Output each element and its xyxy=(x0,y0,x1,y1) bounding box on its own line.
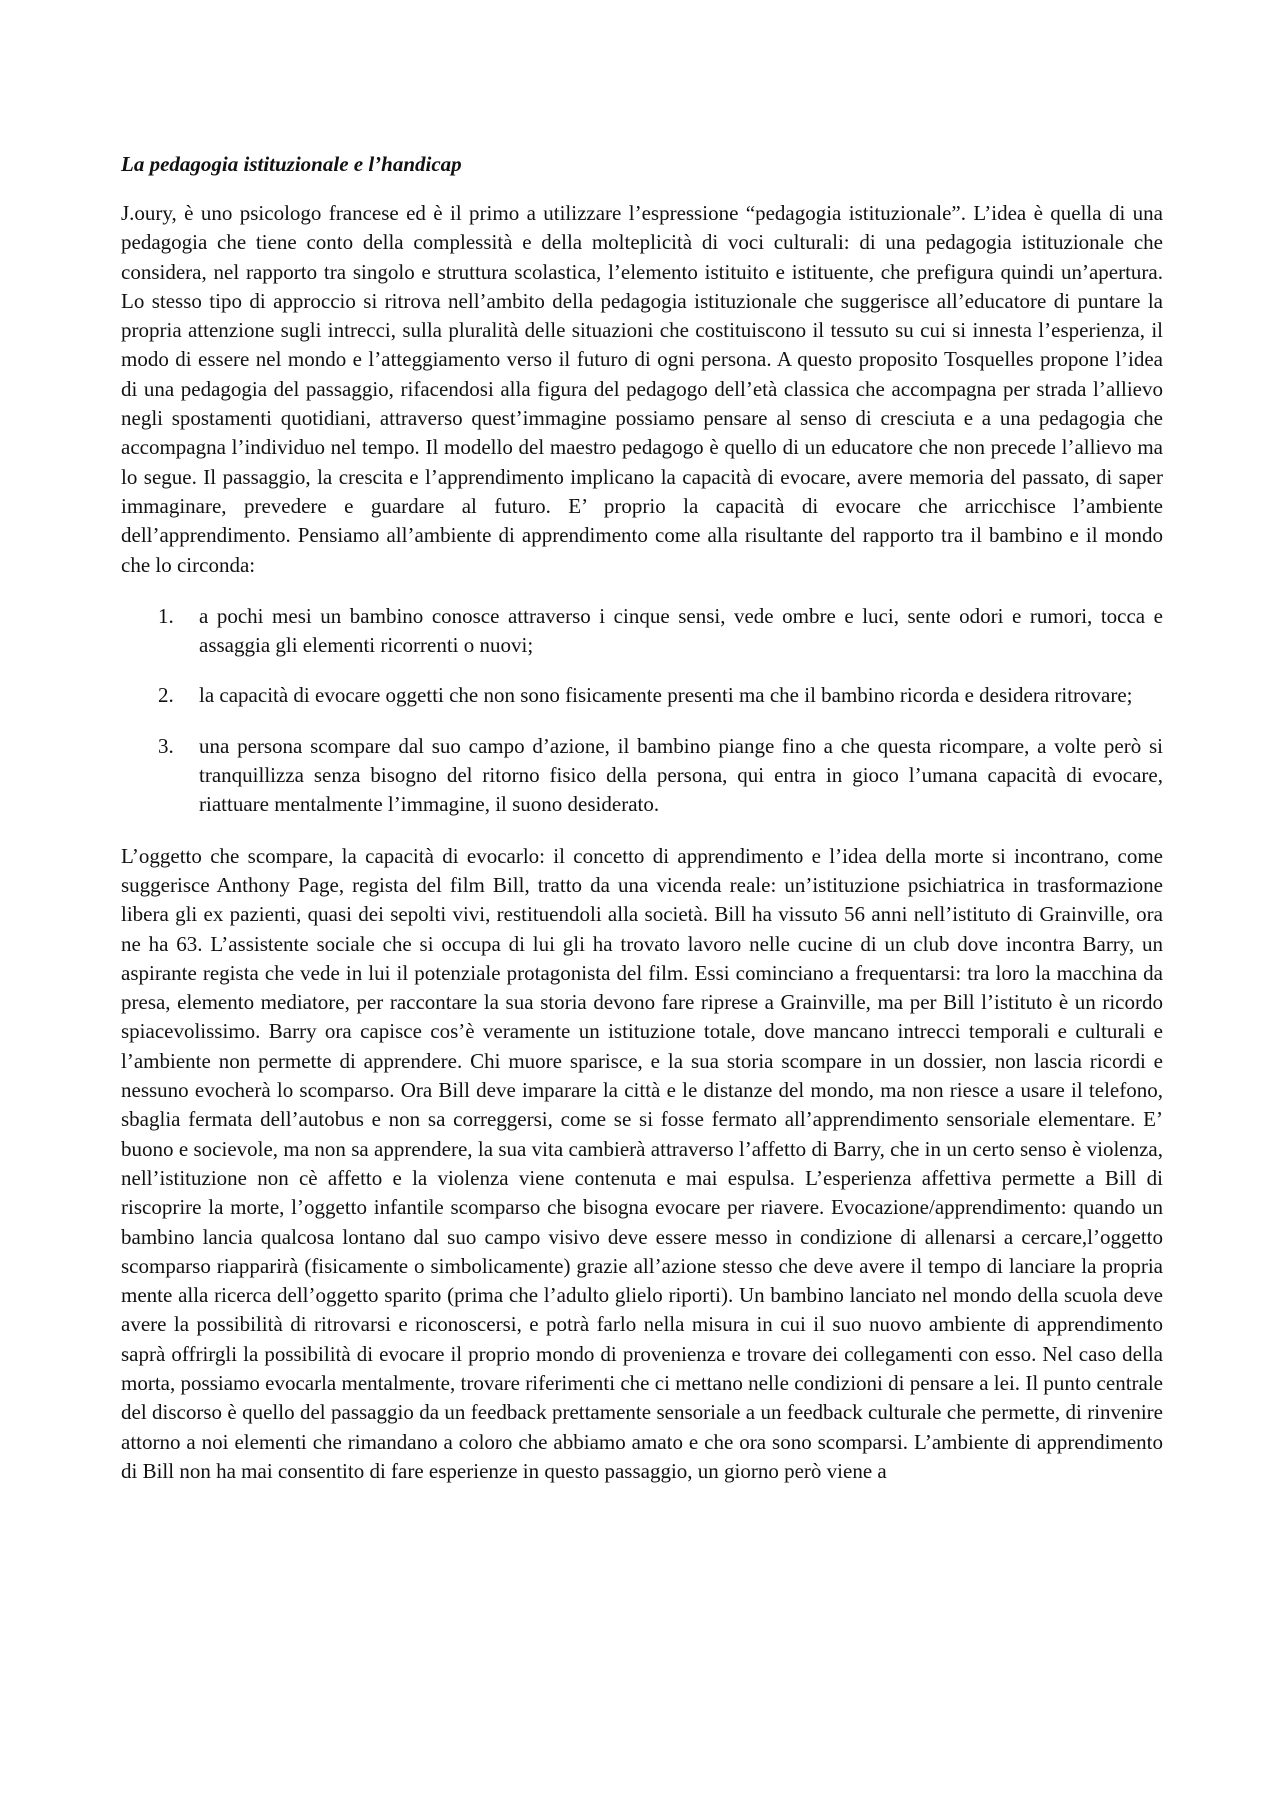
paragraph-bill: L’oggetto che scompare, la capacità di evocarlo: il concetto di apprendimento e l’idea della morte si incontrano, come suggerisce Anthony Page, regista del film Bill, tratto da una vicenda reale: un’istituzione psichiatrica in trasformazione libera gli ex pazienti, quasi dei sepolti vivi, restituendoli alla società. Bill ha vissuto 56 anni nell’istituto di Grainville, ora ne ha 63. L’assistente sociale che si occupa di lui gli ha trovato lavoro nelle cucine di un club dove incontra Barry, un aspirante regista che vede in lui il potenziale protagonista del film. Essi cominciano a frequentarsi: tra loro la macchina da presa, elemento mediatore, per raccontare la sua storia devono fare riprese a Grainville, ma per Bill l’istituto è un ricordo spiacevolissimo. Barry ora capisce cos’è veramente un istituzione totale, dove mancano intrecci temporali e culturali e l’ambiente non permette di apprendere. Chi muore sparisce, e la sua storia scompare in un dossier, non lascia ricordi e nessuno evocherà lo scomparso. Ora Bill deve imparare la città e le distanze del mondo, ma non riesce a usare il telefono, sbaglia fermata dell’autobus e non sa correggersi, come se si fosse fermato all’apprendimento sensoriale elementare. E’ buono e socievole, ma non sa apprendere, la sua vita cambierà attraverso l’affetto di Barry, che in un certo senso è violenza, nell’istituzione non cè affetto e la violenza viene contenuta e mai espulsa. L’esperienza affettiva permette a Bill di riscoprire la morte, l’oggetto infantile scomparso che bisogna evocare per riavere. Evocazione/apprendimento: quando un bambino lancia qualcosa lontano dal suo campo visivo deve essere messo in condizione di allenarsi a cercare,l’oggetto scomparso riapparirà (fisicamente o simbolicamente) grazie all’azione stesso che deve avere il tempo di lanciare la propria mente alla ricerca dell’oggetto sparito (prima che l’adulto glielo riporti). Un bambino lanciato nel mondo della scuola deve avere la possibilità di ritrovarsi e riconoscersi, e potrà farlo nella misura in cui il suo nuovo ambiente di apprendimento saprà offrirgli la possibilità di evocare il proprio mondo di provenienza e trovare dei collegamenti con esso. Nel caso della morta, possiamo evocarla mentalmente, trovare riferimenti che ci mettano nelle condizioni di pensare a lei. Il punto centrale del discorso è quello del passaggio da un feedback prettamente sensoriale a un feedback culturale che permette, di rinvenire attorno a noi elementi che rimandano a coloro che abbiamo amato e che ora sono scomparsi. L’ambiente di apprendimento di Bill non ha mai consentito di fare esperienze in questo passaggio, un giorno però viene a xyxy=(121,843,1163,1483)
paragraph-intro: J.oury, è uno psicologo francese ed è il primo a utilizzare l’espressione “pedagogia istituzionale”. L’idea è quella di una pedagogia che tiene conto della complessità e della molteplicità di voci culturali: di una pedagogia istituzionale che considera, nel rapporto tra singolo e struttura scolastica, l’elemento istituito e istituente, che prefigura quindi un’apertura. Lo stesso tipo di approccio si ritrova nell’ambito della pedagogia istituzionale che suggerisce all’educatore di puntare la propria attenzione sugli intrecci, sulla pluralità delle situazioni che costituiscono il tessuto su cui si innesta l’esperienza, il modo di essere nel mondo e l’atteggiamento verso il futuro di ogni persona. A questo proposito Tosquelles propone l’idea di una pedagogia del passaggio, rifacendosi alla figura del pedagogo dell’età classica che accompagna per strada l’allievo negli spostamenti quotidiani, attraverso quest’immagine possiamo pensare al senso di cresciuta e a una pedagogia che accompagna l’individuo nel tempo. Il modello del maestro pedagogo è quello di un educatore che non precede l’allievo ma lo segue. Il passaggio, la crescita e l’apprendimento implicano la capacità di evocare, avere memoria del passato, di saper immaginare, prevedere e guardare al futuro. E’ proprio la capacità di evocare che arricchisce l’ambiente dell’apprendimento. Pensiamo all’ambiente di apprendimento come alla risultante del rapporto tra il bambino e il mondo che lo circonda: xyxy=(121,201,1163,577)
numbered-list xyxy=(121,602,1163,820)
list-item-number: 2. xyxy=(158,683,174,708)
list-item-number: 3. xyxy=(158,733,174,758)
list-item-text: la capacità di evocare oggetti che non sono fisicamente presenti ma che il bambino ricorda e desidera ritrovare; xyxy=(199,683,1133,708)
list-item-text: una persona scompare dal suo campo d’azione, il bambino piange fino a che questa ricompare, a volte però si tranquillizza senza bisogno del ritorno fisico della persona, qui entra in gioco l’umana capacità di evocare, riattuare mentalmente l’immagine, il suono desiderato. xyxy=(199,733,1163,817)
document-title: La pedagogia istituzionale e l’handicap xyxy=(121,152,462,176)
list-item-text: a pochi mesi un bambino conosce attraverso i cinque sensi, vede ombre e luci, sente odori e rumori, tocca e assaggia gli elementi ricorrenti o nuovi; xyxy=(199,603,1163,658)
list-item xyxy=(121,732,1163,820)
list-item xyxy=(121,602,1163,661)
list-item-number: 1. xyxy=(158,603,174,628)
document-body xyxy=(121,150,1163,1486)
list-item xyxy=(121,681,1163,710)
